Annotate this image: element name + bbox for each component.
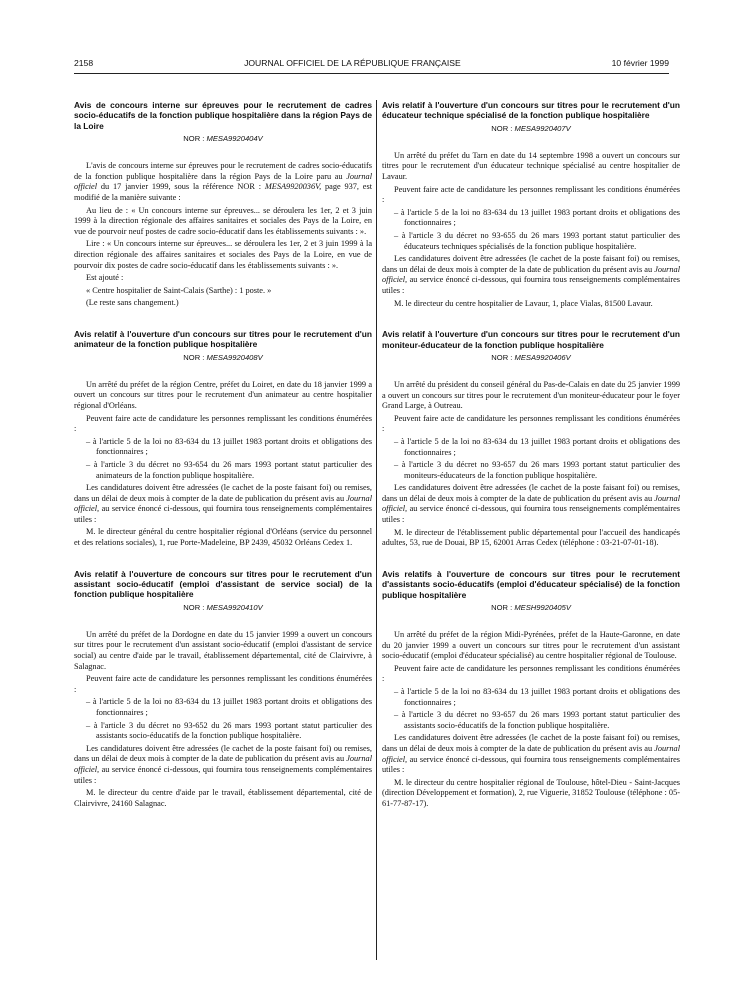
avis-title: Avis de concours interne sur épreuves pour le recrutement de cadres socio-éducatifs de la fonction publique hospitalière dans la région Pays de la Loire bbox=[74, 100, 372, 131]
paragraph: Peuvent faire acte de candidature les personnes remplissant les conditions énumérées : bbox=[382, 663, 680, 684]
paragraph: M. le directeur de l'établissement public départemental pour l'accueil des handicapés adultes, 53, rue de Douai, BP 15, 62001 Arras Cedex (téléphone : 03-21-07-01-18). bbox=[382, 527, 680, 548]
right-column bbox=[382, 100, 680, 830]
avis-animateur bbox=[74, 329, 372, 549]
nor-reference: NOR : MESA9920406V bbox=[491, 352, 571, 362]
column-rule bbox=[376, 100, 377, 960]
list-item: – à l'article 5 de la loi no 83-634 du 13 juillet 1983 portant droits et obligations des fonctionnaires ; bbox=[86, 436, 372, 457]
nor-reference: NOR : MESA9920408V bbox=[183, 352, 263, 362]
issue-date: 10 février 1999 bbox=[611, 58, 669, 68]
paragraph: Les candidatures doivent être adressées (le cachet de la poste faisant foi) ou remises, dans un délai de deux mois à compter de la date de publication du présent avis au Journal officiel, au service énoncé ci-dessous, qui fournira tous renseignements complémentaires utiles : bbox=[74, 483, 373, 524]
paragraph: M. le directeur du centre d'aide par le travail, établissement départemental, cité de Clairvivre, 24160 Salagnac. bbox=[74, 788, 372, 808]
paragraph: Peuvent faire acte de candidature les personnes remplissant les conditions énumérées : bbox=[74, 413, 372, 434]
list-item: – à l'article 5 de la loi no 83-634 du 13 juillet 1983 portant droits et obligations des fonctionnaires ; bbox=[394, 207, 680, 228]
paragraph: Au lieu de : « Un concours interne sur épreuves... se déroulera les 1er, 2 et 3 juin 1999 à la direction régionale des affaires sanitaires et sociales des Pays de la Loire, en vue de pourvoir neuf postes de cadre socio-éducatif dans les établissements suivants : ». bbox=[74, 205, 372, 236]
paragraph: Peuvent faire acte de candidature les personnes remplissant les conditions énumérées : bbox=[74, 674, 372, 694]
left-column bbox=[74, 100, 372, 829]
page-header bbox=[74, 56, 669, 70]
paragraph: Est ajouté : bbox=[86, 273, 124, 283]
list-item: – à l'article 3 du décret no 93-654 du 26 mars 1993 portant statut particulier des animateurs de la fonction publique hospitalière. bbox=[86, 459, 372, 480]
paragraph: Un arrêté du préfet du Tarn en date du 14 septembre 1998 a ouvert un concours sur titres pour le recrutement d'un éducateur technique spécialisé au centre hospitalier de Lavaur. bbox=[382, 150, 680, 181]
avis-educateur-technique bbox=[382, 100, 680, 309]
nor-reference: NOR : MESA9920404V bbox=[183, 134, 263, 144]
paragraph: Un arrêté du préfet de la région Centre, préfet du Loiret, en date du 18 janvier 1999 a ouvert un concours sur titres pour le recrutement d'un animateur au centre hospitalier régional d'Orléans. bbox=[74, 379, 372, 410]
list-item: – à l'article 3 du décret no 93-657 du 26 mars 1993 portant statut particulier des assistants socio-éducatifs de la fonction publique hospitalière. bbox=[394, 710, 680, 730]
avis-cadres-socio-educatifs bbox=[74, 100, 372, 309]
nor-reference: NOR : MESA9920407V bbox=[491, 123, 571, 133]
paragraph: Peuvent faire acte de candidature les personnes remplissant les conditions énumérées : bbox=[382, 413, 680, 434]
nor-reference: NOR : MESA9920410V bbox=[183, 602, 263, 612]
paragraph: Lire : « Un concours interne sur épreuves... se déroulera les 1er, 2 et 3 juin 1999 à la direction régionale des affaires sanitaires et sociales des Pays de la Loire, en vue de pourvoir dix postes de cadre socio-éducatif dans les établissements suivants : ». bbox=[74, 239, 372, 270]
paragraph: Peuvent faire acte de candidature les personnes remplissant les conditions énumérées : bbox=[382, 184, 680, 205]
paragraph: (Le reste sans changement.) bbox=[86, 298, 179, 308]
list-item: – à l'article 5 de la loi no 83-634 du 13 juillet 1983 portant droits et obligations des fonctionnaires ; bbox=[394, 687, 680, 707]
paragraph: « Centre hospitalier de Saint-Calais (Sarthe) : 1 poste. » bbox=[86, 285, 272, 295]
avis-title: Avis relatif à l'ouverture d'un concours sur titres pour le recrutement d'un éducateur technique spécialisé de la fonction publique hospitalière bbox=[382, 100, 680, 121]
avis-title: Avis relatif à l'ouverture de concours sur titres pour le recrutement d'un assistant socio-éducatif (emploi d'assistant de service social) de la fonction publique hospitalière bbox=[74, 568, 372, 600]
nor-reference: NOR : MESH9920405V bbox=[491, 603, 571, 613]
avis-title: Avis relatifs à l'ouverture de concours sur titres pour le recrutement d'assistants socio-éducatifs (emploi d'éducateur spécialisé) de la fonction publique hospitalière bbox=[382, 568, 680, 600]
avis-moniteur-educateur bbox=[382, 329, 680, 549]
journal-title: JOURNAL OFFICIEL DE LA RÉPUBLIQUE FRANÇAISE bbox=[244, 58, 461, 68]
avis-title: Avis relatif à l'ouverture d'un concours sur titres pour le recrutement d'un animateur de la fonction publique hospitalière bbox=[74, 328, 372, 350]
paragraph: Les candidatures doivent être adressées (le cachet de la poste faisant foi) ou remises, dans un délai de deux mois à compter de la date de publication du présent avis au Journal officiel, au service énoncé ci-dessous, qui fournira tous renseignements complémentaires utiles : bbox=[74, 743, 373, 785]
list-item: – à l'article 5 de la loi no 83-634 du 13 juillet 1983 portant droits et obligations des fonctionnaires ; bbox=[86, 697, 372, 718]
paragraph: M. le directeur du centre hospitalier régional de Toulouse, hôtel-Dieu - Saint-Jacques (direction Développement et formation), 2, rue Viguerie, 31852 Toulouse (téléphone : 05-61-77-87-17). bbox=[382, 777, 680, 808]
page-number: 2158 bbox=[74, 58, 94, 68]
list-item: – à l'article 3 du décret no 93-652 du 26 mars 1993 portant statut particulier des assistants socio-éducatifs de la fonction publique hospitalière. bbox=[86, 720, 372, 741]
paragraph: M. le directeur du centre hospitalier de Lavaur, 1, place Vialas, 81500 Lavaur. bbox=[394, 298, 653, 308]
list-item: – à l'article 3 du décret no 93-655 du 26 mars 1993 portant statut particulier des éducateurs techniques spécialisés de la fonction publique hospitalière. bbox=[394, 230, 680, 251]
paragraph: Les candidatures doivent être adressées (le cachet de la poste faisant foi) ou remises, dans un délai de deux mois à compter de la date de publication du présent avis au Journal officiel, au service énoncé ci-dessous, qui fournira tous renseignements complémentaires utiles : bbox=[382, 254, 681, 295]
paragraph: Un arrêté du président du conseil général du Pas-de-Calais en date du 25 janvier 1999 a ouvert un concours sur titres pour le recrutement d'un moniteur-éducateur pour le foyer Grand Large, à Outreau. bbox=[382, 379, 680, 411]
paragraph: Les candidatures doivent être adressées (le cachet de la poste faisant foi) ou remises, dans un délai de deux mois à compter de la date de publication du présent avis au Journal officiel, au service énoncé ci-dessous, qui fournira tous renseignements complémentaires utiles : bbox=[382, 483, 681, 525]
header-rule bbox=[74, 73, 669, 74]
list-item: – à l'article 3 du décret no 93-657 du 26 mars 1993 portant statut particulier des moniteurs-éducateurs de la fonction publique hospitalière. bbox=[394, 460, 680, 480]
list-item: – à l'article 5 de la loi no 83-634 du 13 juillet 1983 portant droits et obligations des fonctionnaires ; bbox=[394, 436, 680, 457]
paragraph: Un arrêté du préfet de la région Midi-Pyrénées, préfet de la Haute-Garonne, en date du 20 janvier 1999 a ouvert un concours sur titres pour le recrutement d'un assistant socio-éducatif (emploi d'éducateur spécialisé) au centre hospitalier régional de Toulouse. bbox=[382, 630, 680, 661]
paragraph: Les candidatures doivent être adressées (le cachet de la poste faisant foi) ou remises, dans un délai de deux mois à compter de la date de publication du présent avis au Journal officiel, au service énoncé ci-dessous, qui fournira tous renseignements complémentaires utiles : bbox=[382, 733, 681, 775]
avis-assistant-service-social bbox=[74, 569, 372, 810]
paragraph: Un arrêté du préfet de la Dordogne en date du 15 janvier 1999 a ouvert un concours sur titres pour le recrutement d'un assistant socio-éducatif (emploi d'assistant de service social) au centre d'aide par le travail, établissement départemental, cité de Clairvivre, à Salagnac. bbox=[74, 629, 372, 671]
paragraph: M. le directeur général du centre hospitalier régional d'Orléans (service du personnel et des relations sociales), 1, rue Porte-Madeleine, BP 2439, 45032 Orléans Cedex 1. bbox=[74, 527, 372, 548]
paragraph: L'avis de concours interne sur épreuves pour le recrutement de cadres socio-éducatifs de la fonction publique hospitalière dans la région Pays de la Loire paru au Journal officiel du 17 janvier 1999, sous la référence NOR : MESA9920036V, page 937, est modifié de la manière suivante : bbox=[74, 161, 373, 202]
avis-educateur-specialise bbox=[382, 569, 680, 810]
avis-title: Avis relatif à l'ouverture d'un concours sur titres pour le recrutement d'un moniteur-éducateur de la fonction publique hospitalière bbox=[382, 329, 680, 350]
